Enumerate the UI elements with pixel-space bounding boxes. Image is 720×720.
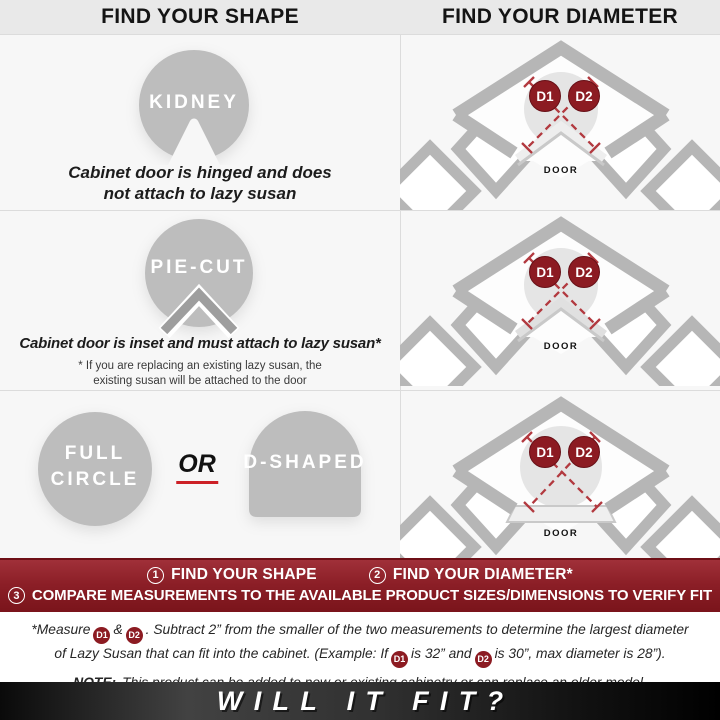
steps-line-2 (0, 587, 720, 604)
step-3 (8, 587, 712, 604)
svg-text:D2: D2 (575, 89, 593, 104)
d2-badge (569, 81, 600, 112)
or-label: OR (176, 450, 218, 484)
corner-cabinet-diagram (400, 211, 720, 386)
steps-banner (0, 558, 720, 612)
will-it-fit-title: WILL IT FIT? (216, 685, 515, 716)
steps-line-1 (0, 566, 720, 584)
step-2-number-icon: 2 (369, 567, 386, 584)
d1-inline-badge: D1 (93, 627, 110, 644)
svg-text:D2: D2 (575, 445, 593, 460)
full-circle-diameter-cell (400, 391, 720, 558)
kidney-label: KIDNEY (149, 92, 239, 113)
svg-text:D1: D1 (536, 89, 554, 104)
step-1 (147, 566, 317, 584)
pie-cut-diameter-cell (400, 211, 720, 390)
pie-cut-caption: Cabinet door is inset and must attach to lazy susan* (19, 335, 381, 352)
d-shaped-label: D-SHAPED (243, 452, 367, 473)
measure-line-1: *Measure D1 & D2 . Subtract 2” from the smaller of the two measurements to determine the largest diameter (0, 620, 720, 644)
step-2 (369, 566, 573, 584)
kidney-diameter-cell (400, 35, 720, 210)
step-3-number-icon: 3 (8, 587, 25, 604)
svg-text:D1: D1 (536, 445, 554, 460)
svg-text:D1: D1 (536, 265, 554, 280)
column-headers (0, 0, 720, 35)
door-label: DOOR (543, 341, 579, 352)
measure-line-2: of Lazy Susan that can fit into the cabinet. (Example: If D1 is 32” and D2 is 30”, max diameter is 28”). (0, 644, 720, 668)
d2-badge (569, 257, 600, 288)
full-circle-label: FULL CIRCLE (50, 443, 140, 490)
pie-cut-footnote: * If you are replacing an existing lazy susan, the existing susan will be attached to the door (78, 360, 322, 387)
find-your-shape-header: FIND YOUR SHAPE (101, 5, 299, 28)
step-2-label: FIND YOUR DIAMETER* (392, 566, 573, 583)
kidney-caption: Cabinet door is hinged and does not attach to lazy susan (68, 163, 332, 203)
pie-cut-label: PIE-CUT (150, 257, 248, 278)
kidney-shape-cell (0, 35, 400, 210)
corner-cabinet-diagram (400, 35, 720, 210)
row-pie-cut (0, 210, 720, 390)
d1-inline-badge: D1 (391, 651, 408, 668)
measurement-instructions (0, 612, 720, 682)
step-1-number-icon: 1 (147, 567, 164, 584)
d1-badge (530, 257, 561, 288)
door-panel-flat (507, 506, 615, 522)
d2-badge (569, 437, 600, 468)
svg-text:D2: D2 (575, 265, 593, 280)
find-your-diameter-header: FIND YOUR DIAMETER (441, 5, 679, 28)
step-1-label: FIND YOUR SHAPE (171, 566, 317, 583)
will-it-fit-banner (0, 682, 720, 720)
row-kidney (0, 35, 720, 210)
d2-inline-badge: D2 (126, 627, 143, 644)
row-full-circle-d-shaped (0, 390, 720, 558)
d1-badge (530, 81, 561, 112)
door-label: DOOR (543, 528, 579, 539)
d1-badge (530, 437, 561, 468)
pie-cut-shape-cell (0, 211, 400, 390)
corner-cabinet-diagram (400, 391, 720, 559)
full-circle-d-shape-cell (0, 391, 400, 558)
door-label: DOOR (543, 165, 579, 176)
step-3-label: COMPARE MEASUREMENTS TO THE AVAILABLE PRODUCT SIZES/DIMENSIONS TO VERIFY FIT (31, 587, 713, 604)
d2-inline-badge: D2 (475, 651, 492, 668)
